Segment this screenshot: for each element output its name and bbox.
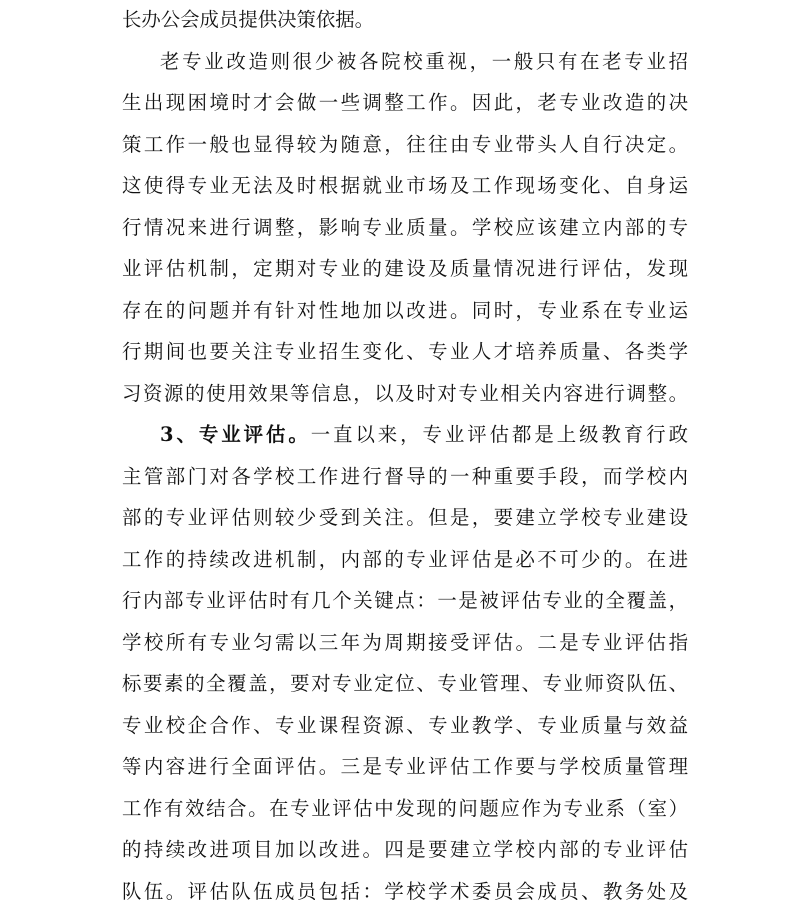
text-line-1: 长办公会成员提供决策依据。 — [122, 8, 375, 31]
text-line-4: 策工作一般也显得较为随意，往往由专业带头人自行决定。 — [122, 133, 688, 156]
text-line-5: 这使得专业无法及时根据就业市场及工作现场变化、自身运 — [122, 174, 688, 197]
text-line-21: 的持续改进项目加以改进。四是要建立学校内部的专业评估 — [122, 838, 688, 861]
section-heading: 3、专业评估。 — [160, 423, 311, 446]
text-line-22: 队伍。评估队伍成员包括：学校学术委员会成员、教务处及 — [122, 880, 688, 903]
text-line-15: 行内部专业评估时有几个关键点：一是被评估专业的全覆盖， — [122, 589, 688, 612]
text-line-9: 行期间也要关注专业招生变化、专业人才培养质量、各类学 — [122, 340, 688, 363]
section-heading-text: 一直以来，专业评估都是上级教育行政 — [310, 423, 689, 446]
text-line-12: 主管部门对各学校工作进行督导的一种重要手段，而学校内 — [122, 465, 688, 488]
text-line-17: 标要素的全覆盖，要对专业定位、专业管理、专业师资队伍、 — [122, 672, 688, 695]
text-line-14: 工作的持续改进机制，内部的专业评估是必不可少的。在进 — [122, 548, 688, 571]
text-line-8: 存在的问题并有针对性地加以改进。同时，专业系在专业运 — [122, 299, 688, 322]
text-line-20: 工作有效结合。在专业评估中发现的问题应作为专业系（室） — [122, 797, 688, 820]
text-line-16: 学校所有专业匀需以三年为周期接受评估。二是专业评估指 — [122, 631, 688, 654]
text-line-7: 业评估机制，定期对专业的建设及质量情况进行评估，发现 — [122, 257, 688, 280]
text-line-3: 生出现困境时才会做一些调整工作。因此，老专业改造的决 — [122, 91, 688, 114]
text-line-18: 专业校企合作、专业课程资源、专业教学、专业质量与效益 — [122, 714, 688, 737]
text-line-6: 行情况来进行调整，影响专业质量。学校应该建立内部的专 — [122, 216, 688, 239]
section-heading-line — [160, 420, 688, 450]
text-line-13: 部的专业评估则较少受到关注。但是，要建立学校专业建设 — [122, 506, 688, 529]
text-line-19: 等内容进行全面评估。三是专业评估工作要与学校质量管理 — [122, 755, 688, 778]
text-line-2: 老专业改造则很少被各院校重视，一般只有在老专业招 — [160, 50, 688, 73]
text-line-10: 习资源的使用效果等信息，以及时对专业相关内容进行调整。 — [122, 382, 688, 405]
